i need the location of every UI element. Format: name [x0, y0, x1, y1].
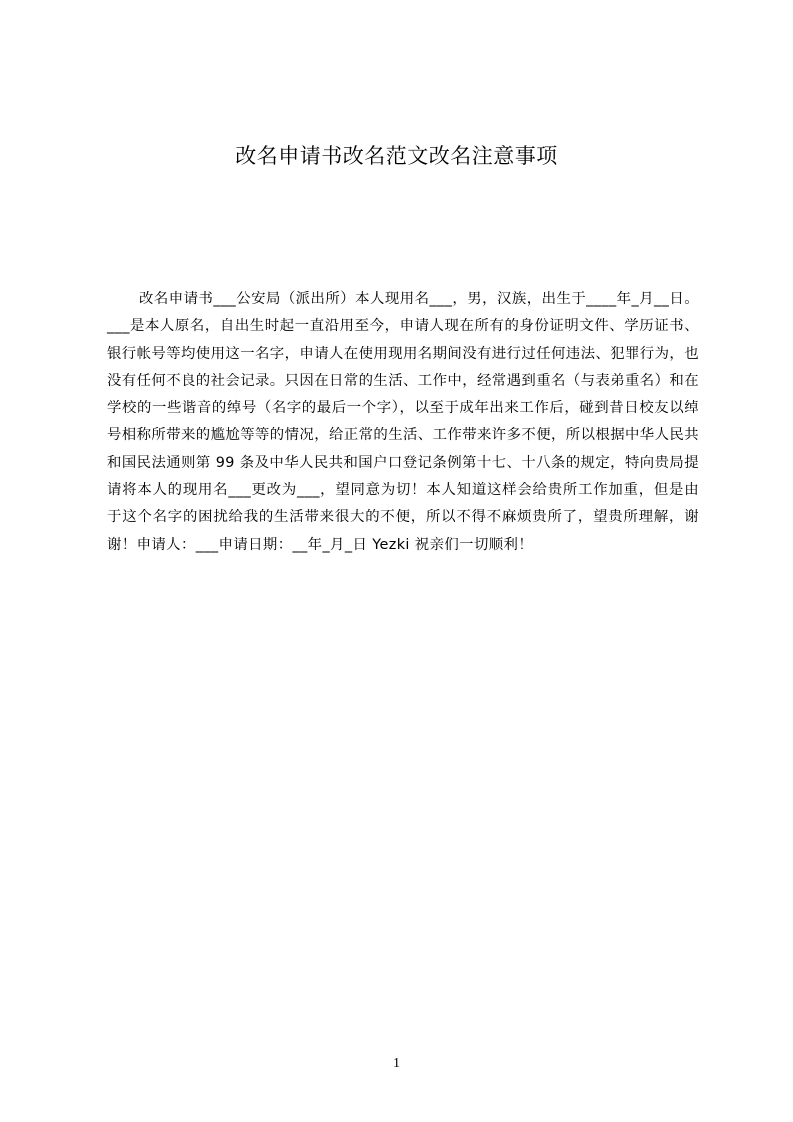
document-body-paragraph: 改名申请书___公安局（派出所）本人现用名___，男，汉族，出生于____年_月__日。___是本人原名，自出生时起一直沿用至今，申请人现在所有的身份证明文件、学历证书、银行帐号等均使用这一名字，申请人在使用现用名期间没有进行过任何违法、犯罪行为，也没有任何不良的社会记录。只因在日常的生活、工作中，经常遇到重名（与表弟重名）和在学校的一些谐音的绰号（名字的最后一个字），以至于成年出来工作后，碰到昔日校友以绰号相称所带来的尴尬等等的情况，给正常的生活、工作带来许多不便，所以根据中华人民共和国民法通则第 99 条及中华人民共和国户口登记条例第十七、十八条的规定，特向贵局提请将本人的现用名___更改为___，望同意为切！本人知道这样会给贵所工作加重，但是由于这个名字的困扰给我的生活带来很大的不便，所以不得不麻烦贵所了，望贵所理解，谢谢！申请人：___申请日期：__年_月_日 Yezki 祝亲们一切顺利！ — [107, 291, 699, 553]
document-title: 改名申请书改名范文改名注意事项 — [235, 144, 558, 168]
page-number: 1 — [393, 1056, 400, 1071]
